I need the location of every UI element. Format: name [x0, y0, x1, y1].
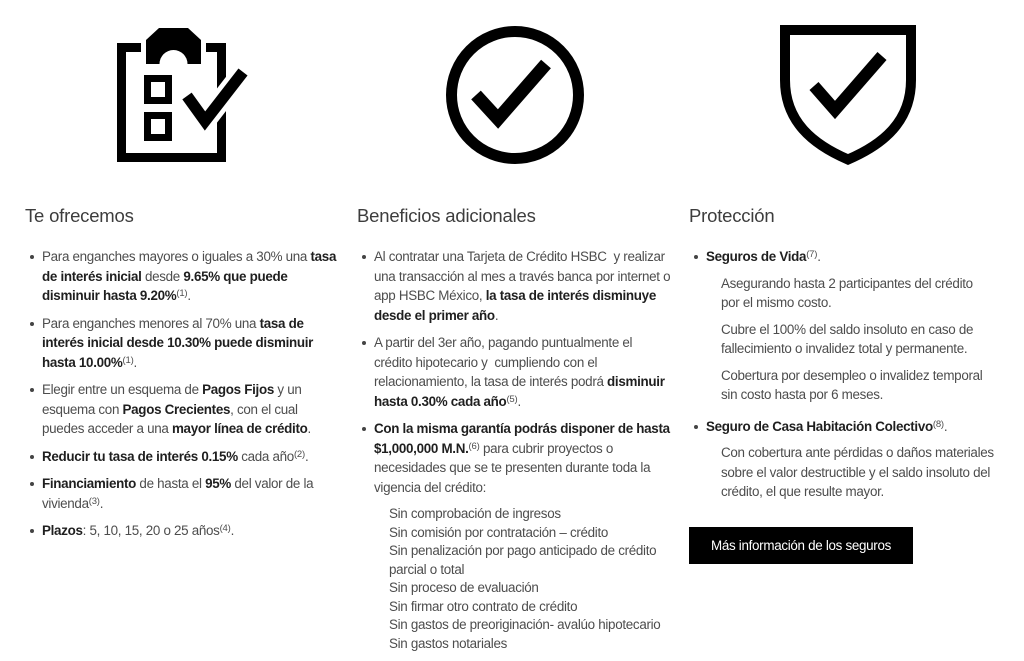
list-item	[25, 380, 340, 439]
list-item-text	[42, 382, 311, 436]
list-item	[25, 521, 340, 541]
emphasis-text: la tasa de interés disminuye desde el primer año	[374, 288, 656, 323]
list-item-text	[42, 476, 313, 511]
column-beneficios-adicionales	[357, 0, 672, 661]
feature-sublist	[374, 505, 672, 653]
plain-text: A partir del 3er año, pagando puntualmente el crédito hipotecario y cumpliendo con el relacionamiento, la tasa de interés podrá	[374, 335, 633, 389]
footnote-ref: (2)	[293, 448, 305, 460]
benefits-list	[357, 247, 672, 653]
plain-text: .	[230, 523, 234, 538]
detail-paragraph: Asegurando hasta 2 participantes del crédito por el mismo costo.	[721, 275, 973, 310]
list-item	[689, 417, 1007, 502]
list-item-text	[42, 316, 313, 370]
sublist-item: Sin gastos notariales	[389, 635, 508, 651]
footnote-ref: (7)	[806, 249, 818, 260]
plain-text: .	[817, 249, 821, 264]
plain-text: .	[307, 421, 311, 436]
plain-text: desde	[141, 268, 184, 284]
plain-text: .	[304, 448, 309, 464]
column-title: Te ofrecemos	[25, 205, 134, 226]
column-title: Protección	[689, 205, 775, 226]
list-item-text	[374, 249, 670, 323]
protection-list	[689, 247, 1007, 502]
sublist-item: Sin comprobación de ingresos	[389, 506, 561, 521]
emphasis-text: tasa de interés inicial	[42, 249, 337, 284]
list-item-text	[706, 419, 947, 434]
circle-check-icon	[357, 25, 672, 165]
plain-text: Para enganches menores al 70% una	[42, 315, 260, 331]
list-item	[25, 447, 340, 467]
list-item	[357, 419, 672, 653]
sublist-item: Sin firmar otro contrato de crédito	[389, 598, 578, 614]
plain-text: de hasta el	[136, 476, 206, 491]
plain-text: .	[99, 495, 104, 511]
emphasis-text: mayor línea de crédito	[171, 421, 308, 436]
plain-text: , con el cual puedes acceder a una	[42, 401, 298, 436]
list-item	[357, 247, 672, 325]
plain-text: : 5, 10, 15, 20 o 25 años	[82, 523, 220, 538]
emphasis-text: Reducir tu tasa de interés 0.15%	[42, 448, 238, 464]
plain-text: .	[133, 354, 137, 370]
list-item-text	[42, 449, 308, 464]
plain-text: Al contratar una Tarjeta de Crédito HSBC y realizar una transacción al mes a través banca por internet o app HSBC México,	[374, 249, 671, 303]
checklist-icon	[25, 25, 340, 165]
plain-text: cada año	[237, 448, 294, 464]
column-te-ofrecemos	[25, 0, 340, 661]
emphasis-text: Pagos Fijos	[202, 382, 274, 397]
plain-text: y un esquema con	[42, 382, 302, 417]
emphasis-text: Plazos	[42, 523, 83, 538]
list-item	[25, 474, 340, 513]
list-item-text	[42, 523, 234, 538]
list-item-text	[374, 335, 665, 409]
plain-text: .	[187, 288, 191, 303]
footnote-ref: (1)	[176, 288, 188, 299]
shield-check-icon	[689, 25, 1007, 165]
detail-paragraph: Cubre el 100% del saldo insoluto en caso de fallecimiento o invalidez total y permanente.	[721, 321, 974, 356]
list-item-text	[706, 249, 821, 264]
sublist-item: Sin proceso de evaluación	[389, 580, 539, 595]
footnote-ref: (3)	[88, 495, 100, 507]
list-item	[25, 247, 340, 306]
column-title: Beneficios adicionales	[357, 205, 536, 226]
plain-text: .	[494, 307, 499, 323]
list-item-text	[42, 249, 336, 303]
plain-text: .	[517, 393, 521, 409]
list-item-text	[374, 421, 670, 495]
footnote-ref: (8)	[932, 418, 944, 430]
emphasis-text: Financiamiento	[42, 476, 137, 491]
offers-list	[25, 247, 340, 541]
detail-paragraph: Con cobertura ante pérdidas o daños materiales sobre el valor destructible y el saldo insoluto del crédito, el que resulte mayor.	[721, 445, 994, 499]
sublist-item: Sin comisión por contratación – crédito	[389, 524, 609, 540]
emphasis-text: tasa de interés inicial desde 10.30% puede disminuir hasta 10.00%	[42, 315, 314, 370]
emphasis-text: 9.65% que puede disminuir hasta 9.20%	[42, 268, 288, 303]
emphasis-text: Pagos Crecientes	[122, 401, 231, 417]
plain-text: del valor de la vivienda	[42, 476, 314, 511]
footnote-ref: (1)	[122, 354, 134, 366]
emphasis-text: 95%	[205, 476, 231, 491]
footnote-ref: (4)	[219, 523, 231, 534]
emphasis-text: disminuir hasta 0.30% cada año	[374, 374, 665, 409]
detail-paragraph: Cobertura por desempleo o invalidez temporal sin costo hasta por 6 meses.	[721, 367, 983, 402]
list-item	[357, 333, 672, 411]
emphasis-text: Seguro de Casa Habitación Colectivo	[706, 418, 933, 434]
plain-text: .	[943, 418, 948, 434]
plain-text: Elegir entre un esquema de	[42, 382, 203, 397]
more-info-seguros-button[interactable]: Más información de los seguros	[689, 527, 913, 564]
list-item	[25, 314, 340, 373]
column-proteccion	[689, 0, 1007, 661]
footnote-ref: (5)	[506, 393, 518, 405]
emphasis-text: Con la misma garantía podrás disponer de hasta $1,000,000 M.N.	[374, 421, 670, 456]
emphasis-text: Seguros de Vida	[706, 249, 807, 264]
footnote-ref: (6)	[468, 440, 480, 452]
sublist-item: Sin penalización por pago anticipado de crédito parcial o total	[389, 543, 657, 577]
sublist-item: Sin gastos de preoriginación- avalúo hipotecario	[389, 617, 661, 632]
plain-text: Para enganches mayores o iguales a 30% una	[42, 249, 311, 264]
list-item	[689, 247, 1007, 405]
plain-text: para cubrir proyectos o necesidades que se te presenten durante toda la vigencia del crédito:	[374, 440, 651, 495]
